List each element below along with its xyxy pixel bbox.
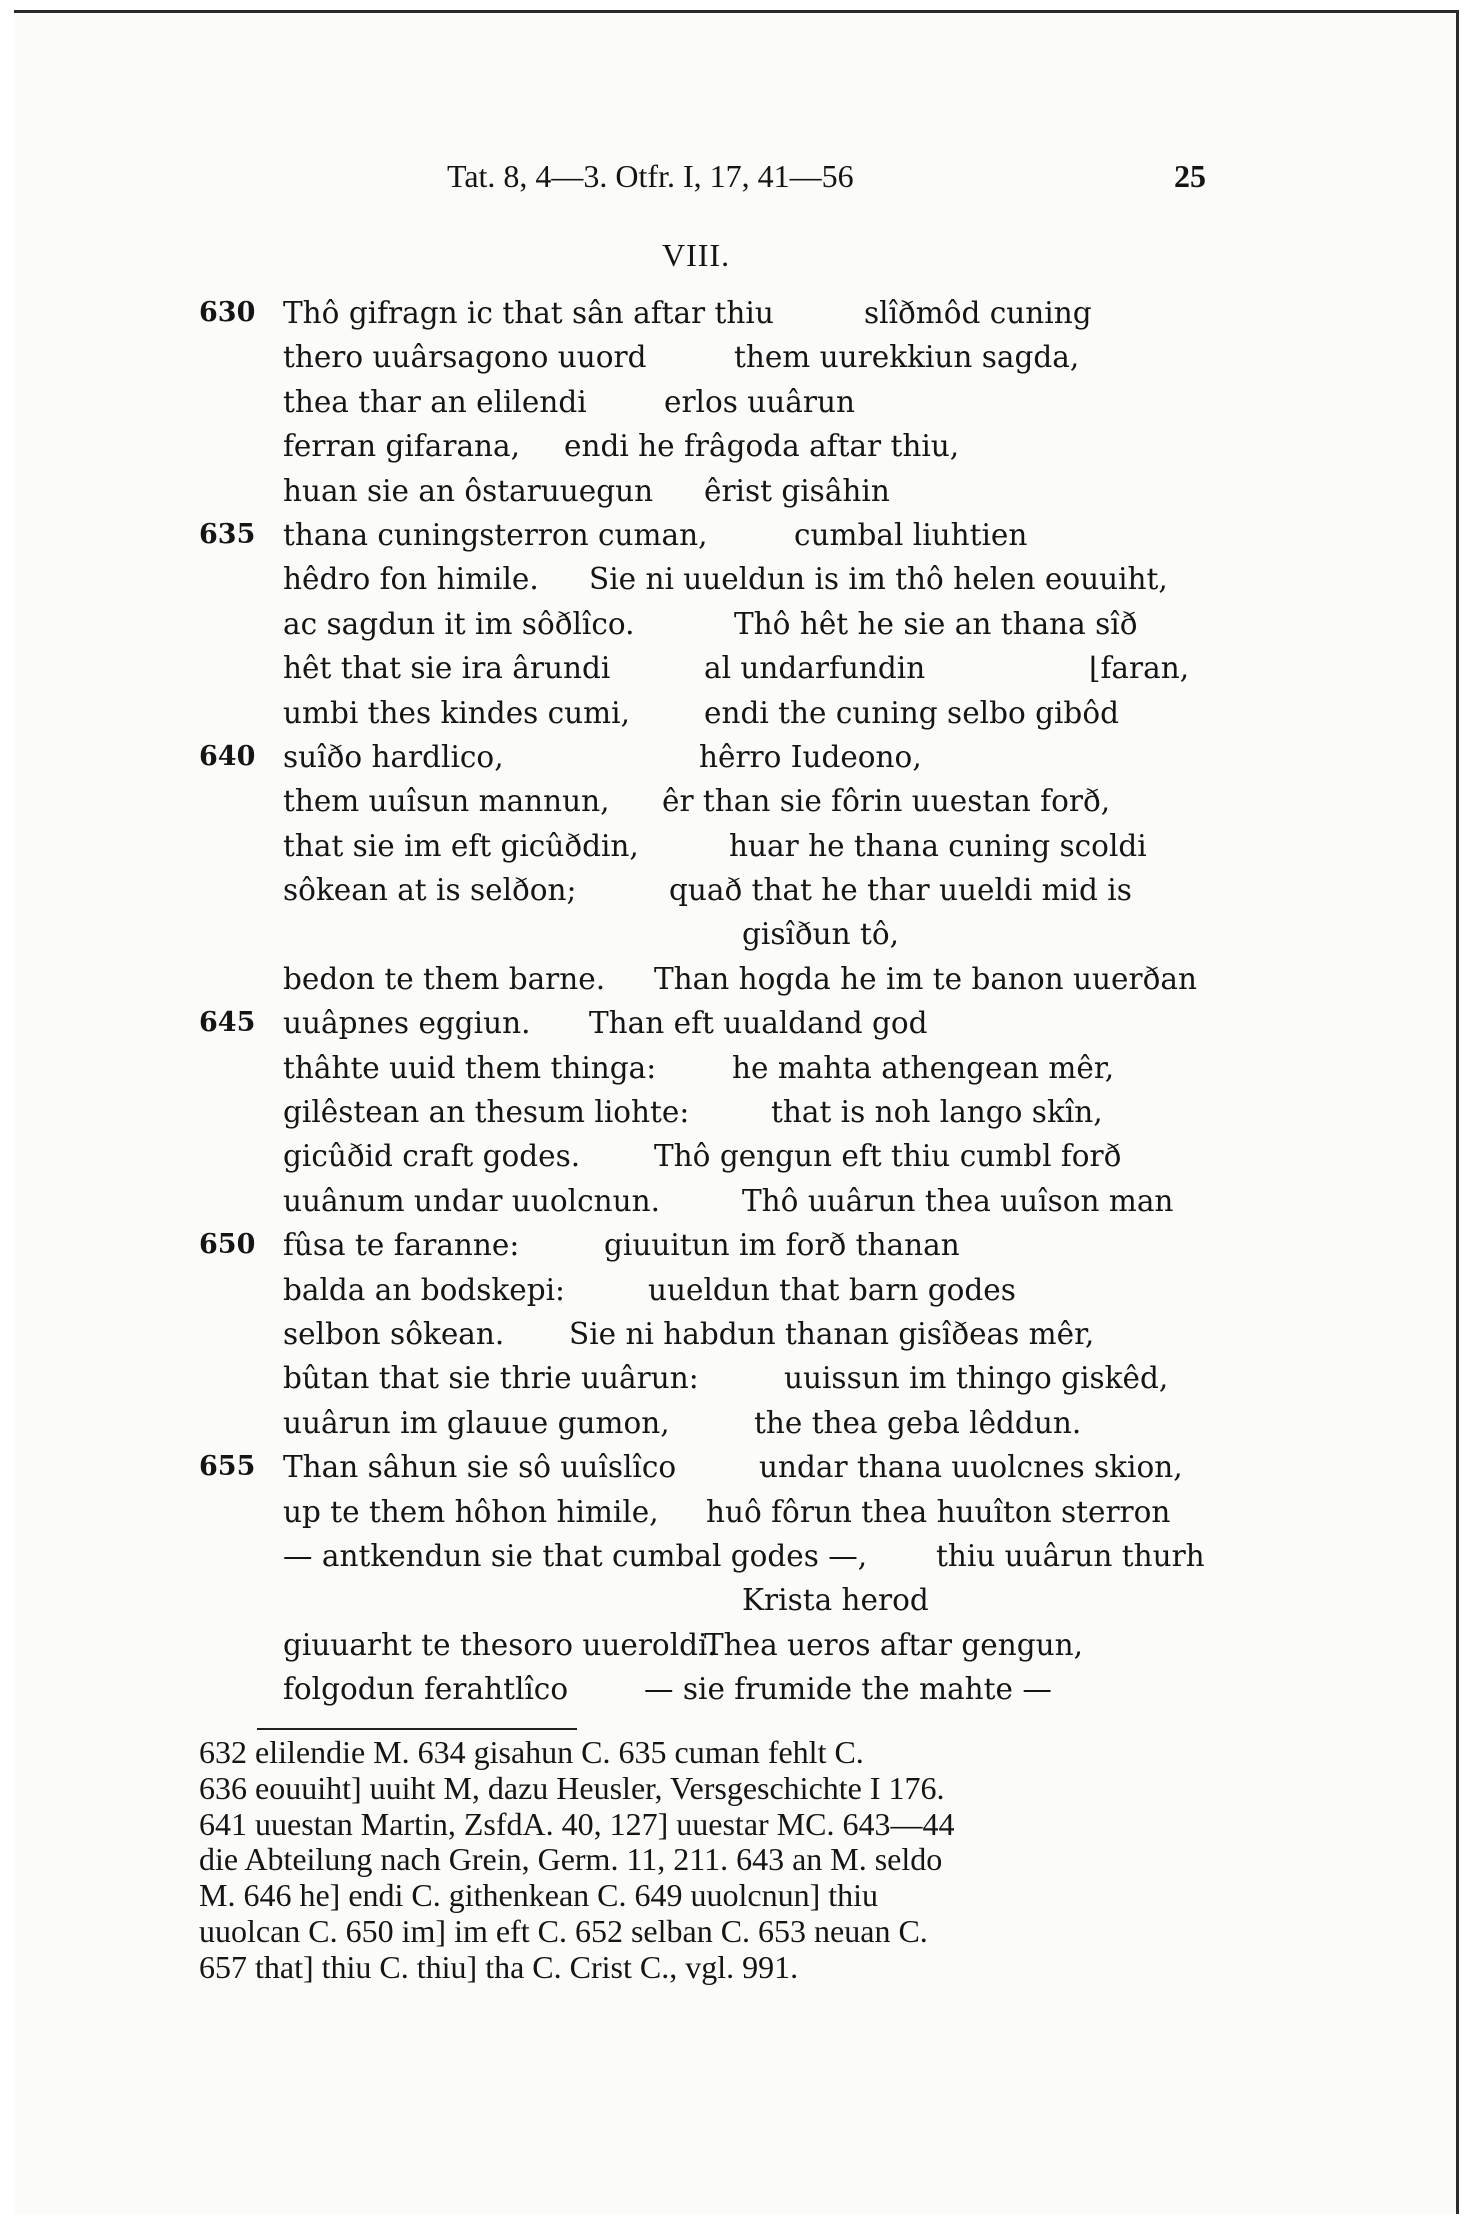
first-half-line: uuâpnes eggiun.	[283, 1006, 531, 1041]
second-half-line: uuissun im thingo giskêd,	[784, 1361, 1169, 1396]
footnote-line: die Abteilung nach Grein, Germ. 11, 211. 643 an M. seldo	[199, 1841, 943, 1878]
second-half-line: uueldun that barn godes	[648, 1272, 1016, 1307]
second-half-line: Sie ni habdun thanan gisîðeas mêr,	[569, 1316, 1095, 1351]
first-half-line: thâhte uuid them thinga:	[283, 1050, 657, 1085]
second-half-line: Thô gengun eft thiu cumbl forð	[654, 1139, 1122, 1174]
line-number: 635	[199, 518, 256, 550]
second-half-line: that is noh lango skîn,	[771, 1095, 1103, 1130]
footnote-line: 636 eouuiht] uuiht M, dazu Heusler, Versgeschichte I 176.	[199, 1769, 945, 1806]
second-half-line: êr than sie fôrin uuestan forð,	[662, 784, 1111, 819]
footnotes	[199, 1735, 1227, 1986]
first-half-line: umbi thes kindes cumi,	[283, 695, 630, 730]
first-half-line: selbon sôkean.	[283, 1316, 505, 1351]
verse-line	[14, 1179, 1456, 1223]
first-half-line: that sie im eft gicûðdin,	[283, 828, 639, 863]
verse-line	[14, 646, 1456, 690]
verse-line	[14, 824, 1456, 868]
second-half-line: slîðmôd cuning	[864, 296, 1092, 330]
second-half-line: êrist gisâhin	[704, 473, 890, 508]
first-half-line: gilêstean an thesum liohte:	[283, 1095, 690, 1130]
verse-line	[14, 291, 1456, 335]
verse-line	[14, 1312, 1456, 1356]
second-half-line: thiu uuârun thurh	[936, 1538, 1205, 1573]
second-half-line: Than hogda he im te banon uuerðan	[654, 961, 1197, 996]
verse-line	[14, 1401, 1456, 1445]
verse-line	[14, 868, 1456, 912]
first-half-line: — antkendun sie that cumbal godes —,	[283, 1538, 868, 1573]
second-half-line: endi the cuning selbo gibôd	[704, 695, 1119, 730]
footnote-line: 632 elilendie M. 634 gisahun C. 635 cuman fehlt C.	[199, 1734, 864, 1770]
runover-text: gisîðun tô,	[742, 917, 900, 952]
line-number: 630	[199, 297, 256, 328]
first-half-line: Than sâhun sie sô uuîslîco	[283, 1450, 677, 1485]
verse-line	[14, 1623, 1456, 1667]
second-half-line: endi he frâgoda aftar thiu,	[564, 429, 960, 464]
first-half-line: hêdro fon himile.	[283, 562, 539, 597]
second-half-line: he mahta athengean mêr,	[732, 1050, 1115, 1085]
verse-line	[14, 469, 1456, 513]
second-half-line: huar he thana cuning scoldi	[729, 828, 1147, 863]
running-head: Tat. 8, 4—3. Otfr. I, 17, 41—56	[447, 158, 854, 194]
page-number: 25	[1174, 158, 1206, 194]
verse-line	[14, 1223, 1456, 1267]
line-number: 650	[199, 1229, 256, 1261]
first-half-line: fûsa te faranne:	[283, 1228, 520, 1263]
verse-line	[14, 1356, 1456, 1400]
second-half-line: Thea ueros aftar gengun,	[704, 1627, 1083, 1662]
first-half-line: balda an bodskepi:	[283, 1272, 565, 1307]
first-half-line: sôkean at is selðon;	[283, 873, 577, 908]
verse-line	[14, 602, 1456, 646]
second-half-line: — sie frumide the mahte —	[644, 1672, 1052, 1707]
verse-line	[14, 380, 1456, 424]
second-half-line: them uurekkiun sagda,	[734, 340, 1080, 375]
verse-line	[14, 1090, 1456, 1134]
line-number: 640	[199, 740, 256, 772]
footnote-line: M. 646 he] endi C. githenkean C. 649 uuolcnun] thiu	[199, 1877, 879, 1914]
verse-line	[14, 1534, 1456, 1578]
verse-line	[14, 1046, 1456, 1090]
first-half-line: thana cuningsterron cuman,	[283, 517, 708, 552]
book-page	[14, 10, 1459, 2214]
first-half-line: bûtan that sie thrie uuârun:	[283, 1361, 699, 1396]
second-half-line: giuuitun im forð thanan	[604, 1228, 960, 1263]
second-half-line: the thea geba lêddun.	[754, 1405, 1082, 1440]
verse-line	[14, 912, 1456, 956]
verse-line	[14, 1001, 1456, 1045]
first-half-line: them uuîsun mannun,	[283, 784, 610, 819]
runover-text: ⌊faran,	[1089, 651, 1190, 686]
second-half-line: al undarfundin	[704, 651, 926, 686]
second-half-line: quað that he thar uueldi mid is	[669, 873, 1132, 908]
first-half-line: Thô gifragn ic that sân aftar thiu	[283, 296, 774, 330]
verse-line	[14, 1445, 1456, 1489]
first-half-line: huan sie an ôstaruuegun	[283, 473, 654, 508]
verse-line	[14, 513, 1456, 557]
first-half-line: uuânum undar uuolcnun.	[283, 1183, 660, 1218]
line-number: 655	[199, 1451, 256, 1483]
first-half-line: uuârun im glauue gumon,	[283, 1405, 670, 1440]
verse-line	[14, 1268, 1456, 1312]
verse-line	[14, 424, 1456, 468]
first-half-line: gicûðid craft godes.	[283, 1139, 581, 1174]
verse-block	[14, 291, 1456, 1712]
second-half-line: Thô hêt he sie an thana sîð	[734, 606, 1138, 641]
verse-line	[14, 957, 1456, 1001]
second-half-line: cumbal liuhtien	[794, 517, 1028, 552]
footnote-rule	[257, 1728, 577, 1730]
second-half-line: undar thana uuolcnes skion,	[759, 1450, 1183, 1485]
line-number: 645	[199, 1007, 256, 1039]
first-half-line: thero uuârsagono uuord	[283, 340, 647, 375]
first-half-line: up te them hôhon himile,	[283, 1494, 659, 1529]
section-heading: VIII.	[662, 237, 731, 273]
footnote-line: uuolcan C. 650 im] im eft C. 652 selban C. 653 neuan C.	[199, 1912, 928, 1949]
second-half-line: Sie ni uueldun is im thô helen eouuiht,	[589, 562, 1168, 597]
verse-line	[14, 335, 1456, 379]
first-half-line: ac sagdun it im sôðlîco.	[283, 606, 635, 641]
second-half-line: hêrro Iudeono,	[699, 739, 922, 774]
second-half-line: huô fôrun thea huuîton sterron	[706, 1494, 1171, 1529]
footnote-line: 641 uuestan Martin, ZsfdA. 40, 127] uuestar MC. 643—44	[199, 1805, 955, 1842]
verse-line	[14, 691, 1456, 735]
verse-line	[14, 1578, 1456, 1622]
second-half-line: erlos uuârun	[664, 384, 855, 419]
first-half-line: folgodun ferahtlîco	[283, 1672, 569, 1707]
footnote-line: 657 that] thiu C. thiu] tha C. Crist C., vgl. 991.	[199, 1948, 799, 1985]
verse-line	[14, 1490, 1456, 1534]
first-half-line: giuuarht te thesoro uueroldi.	[283, 1627, 717, 1662]
verse-line	[14, 735, 1456, 779]
second-half-line: Thô uuârun thea uuîson man	[742, 1183, 1174, 1218]
first-half-line: bedon te them barne.	[283, 961, 606, 996]
first-half-line: thea thar an elilendi	[283, 384, 587, 419]
second-half-line: Than eft uualdand god	[589, 1006, 928, 1041]
first-half-line: hêt that sie ira ârundi	[283, 651, 611, 686]
runover-text: Krista herod	[742, 1583, 929, 1618]
verse-line	[14, 779, 1456, 823]
verse-line	[14, 1667, 1456, 1711]
first-half-line: ferran gifarana,	[283, 429, 521, 464]
verse-line	[14, 1134, 1456, 1178]
verse-line	[14, 557, 1456, 601]
first-half-line: suîðo hardlico,	[283, 739, 504, 774]
